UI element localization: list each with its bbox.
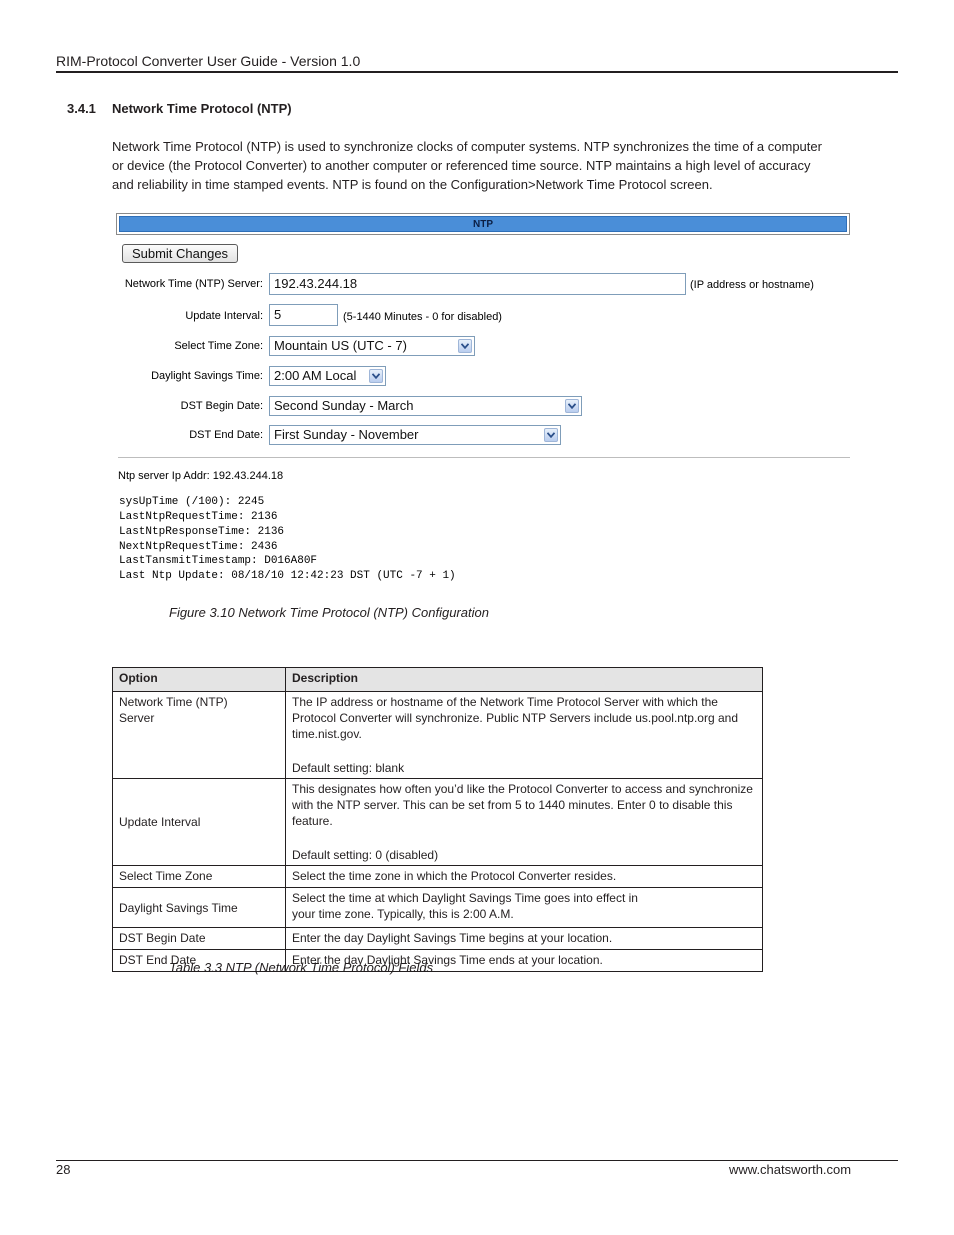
table-row — [113, 928, 763, 950]
option-cell: DST Begin Date — [113, 928, 286, 950]
dst-end-select[interactable] — [269, 425, 561, 445]
description-cell — [286, 692, 763, 779]
status-line: LastNtpResponseTime: 2136 — [119, 526, 285, 538]
ntp-title-bar — [116, 213, 850, 235]
ntp-server-input[interactable]: 192.43.244.18 — [269, 273, 686, 295]
daylight-savings-label: Daylight Savings Time: — [151, 370, 263, 382]
footer-divider — [56, 1160, 898, 1161]
option-cell: DST End Date — [113, 950, 286, 972]
chevron-down-icon[interactable] — [369, 369, 383, 383]
table-caption: Table 3.3 NTP (Network Time Protocol) Fields — [169, 960, 434, 975]
ntp-server-ip-line: Ntp server Ip Addr: 192.43.244.18 — [118, 470, 284, 482]
option-cell — [113, 692, 286, 779]
section-number: 3.4.1 — [67, 101, 96, 116]
update-interval-hint: (5-1440 Minutes - 0 for disabled) — [343, 311, 502, 323]
description-cell: Enter the day Daylight Savings Time begins at your location. — [286, 928, 763, 950]
option-text: Network Time (NTP) Server — [119, 695, 228, 725]
ntp-server-label: Network Time (NTP) Server: — [124, 278, 263, 290]
dst-begin-select[interactable] — [269, 396, 582, 416]
time-zone-label: Select Time Zone: — [174, 340, 263, 352]
status-line: NextNtpRequestTime: 2436 — [119, 541, 278, 553]
table-header-row — [113, 668, 763, 692]
daylight-savings-select[interactable] — [269, 366, 386, 386]
ntp-fields-table — [112, 667, 763, 972]
table-row — [113, 866, 763, 888]
description-text: your time zone. Typically, this is 2:00 A.M. — [292, 907, 514, 921]
time-zone-select[interactable] — [269, 336, 475, 356]
table-row — [113, 692, 763, 779]
default-setting-text: Default setting: blank — [292, 761, 405, 775]
chevron-down-icon[interactable] — [544, 428, 558, 442]
update-interval-input[interactable]: 5 — [269, 304, 338, 326]
dst-begin-value: Second Sunday - March — [274, 398, 414, 413]
section-title: Network Time Protocol (NTP) — [112, 101, 292, 116]
dst-end-value: First Sunday - November — [274, 427, 419, 442]
description-cell — [286, 779, 763, 866]
ntp-title-text: NTP — [119, 216, 847, 232]
footer-website-link[interactable]: www.chatsworth.com — [729, 1162, 852, 1177]
time-zone-value: Mountain US (UTC - 7) — [274, 338, 407, 353]
document-header-title: RIM-Protocol Converter User Guide - Version 1.0 — [56, 53, 361, 69]
column-header-description: Description — [286, 668, 763, 692]
status-line: LastTansmitTimestamp: D016A80F — [119, 555, 318, 567]
panel-divider — [118, 457, 850, 458]
description-text: The IP address or hostname of the Network Time Protocol Server with which the Protocol Converter will synchronize. Public NTP Servers include us.pool.ntp.org and time.nist.gov. — [292, 695, 738, 741]
description-text: This designates how often you’d like the Protocol Converter to access and synchronize with the NTP server. This can be set from 5 to 1440 minutes. Enter 0 to disable this feature. — [292, 782, 753, 828]
chevron-down-icon[interactable] — [458, 339, 472, 353]
option-cell: Daylight Savings Time — [113, 888, 286, 928]
update-interval-label: Update Interval: — [185, 310, 263, 322]
daylight-savings-value: 2:00 AM Local — [274, 368, 357, 383]
default-setting-text: Default setting: 0 (disabled) — [292, 848, 439, 862]
table-row — [113, 888, 763, 928]
table-row — [113, 779, 763, 866]
dst-end-label: DST End Date: — [189, 429, 263, 441]
chevron-down-icon[interactable] — [565, 399, 579, 413]
description-cell — [286, 888, 763, 928]
status-line: Last Ntp Update: 08/18/10 12:42:23 DST (UTC -7 + 1) — [119, 570, 456, 582]
status-line: LastNtpRequestTime: 2136 — [119, 511, 278, 523]
page-number: 28 — [56, 1162, 71, 1177]
option-cell: Select Time Zone — [113, 866, 286, 888]
ntp-server-hint: (IP address or hostname) — [690, 279, 814, 291]
status-line: sysUpTime (/100): 2245 — [119, 496, 265, 508]
figure-caption: Figure 3.10 Network Time Protocol (NTP) Configuration — [169, 605, 489, 620]
column-header-option: Option — [113, 668, 286, 692]
option-cell: Update Interval — [113, 779, 286, 866]
description-cell: Enter the day Daylight Savings Time ends at your location. — [286, 950, 763, 972]
dst-begin-label: DST Begin Date: — [180, 400, 263, 412]
section-intro-paragraph: Network Time Protocol (NTP) is used to synchronize clocks of computer systems. NTP synchronizes the time of a computer or device (the Protocol Converter) to another computer or referenced time source. NTP maintains a high level of accuracy and reliability in time stamped events. NTP is found on the Configuration>Network Time Protocol screen. — [112, 139, 822, 192]
submit-changes-button[interactable]: Submit Changes — [122, 244, 238, 263]
description-cell: Select the time zone in which the Protocol Converter resides. — [286, 866, 763, 888]
header-divider — [56, 71, 898, 73]
description-text: Select the time at which Daylight Savings Time goes into effect in — [292, 891, 638, 905]
